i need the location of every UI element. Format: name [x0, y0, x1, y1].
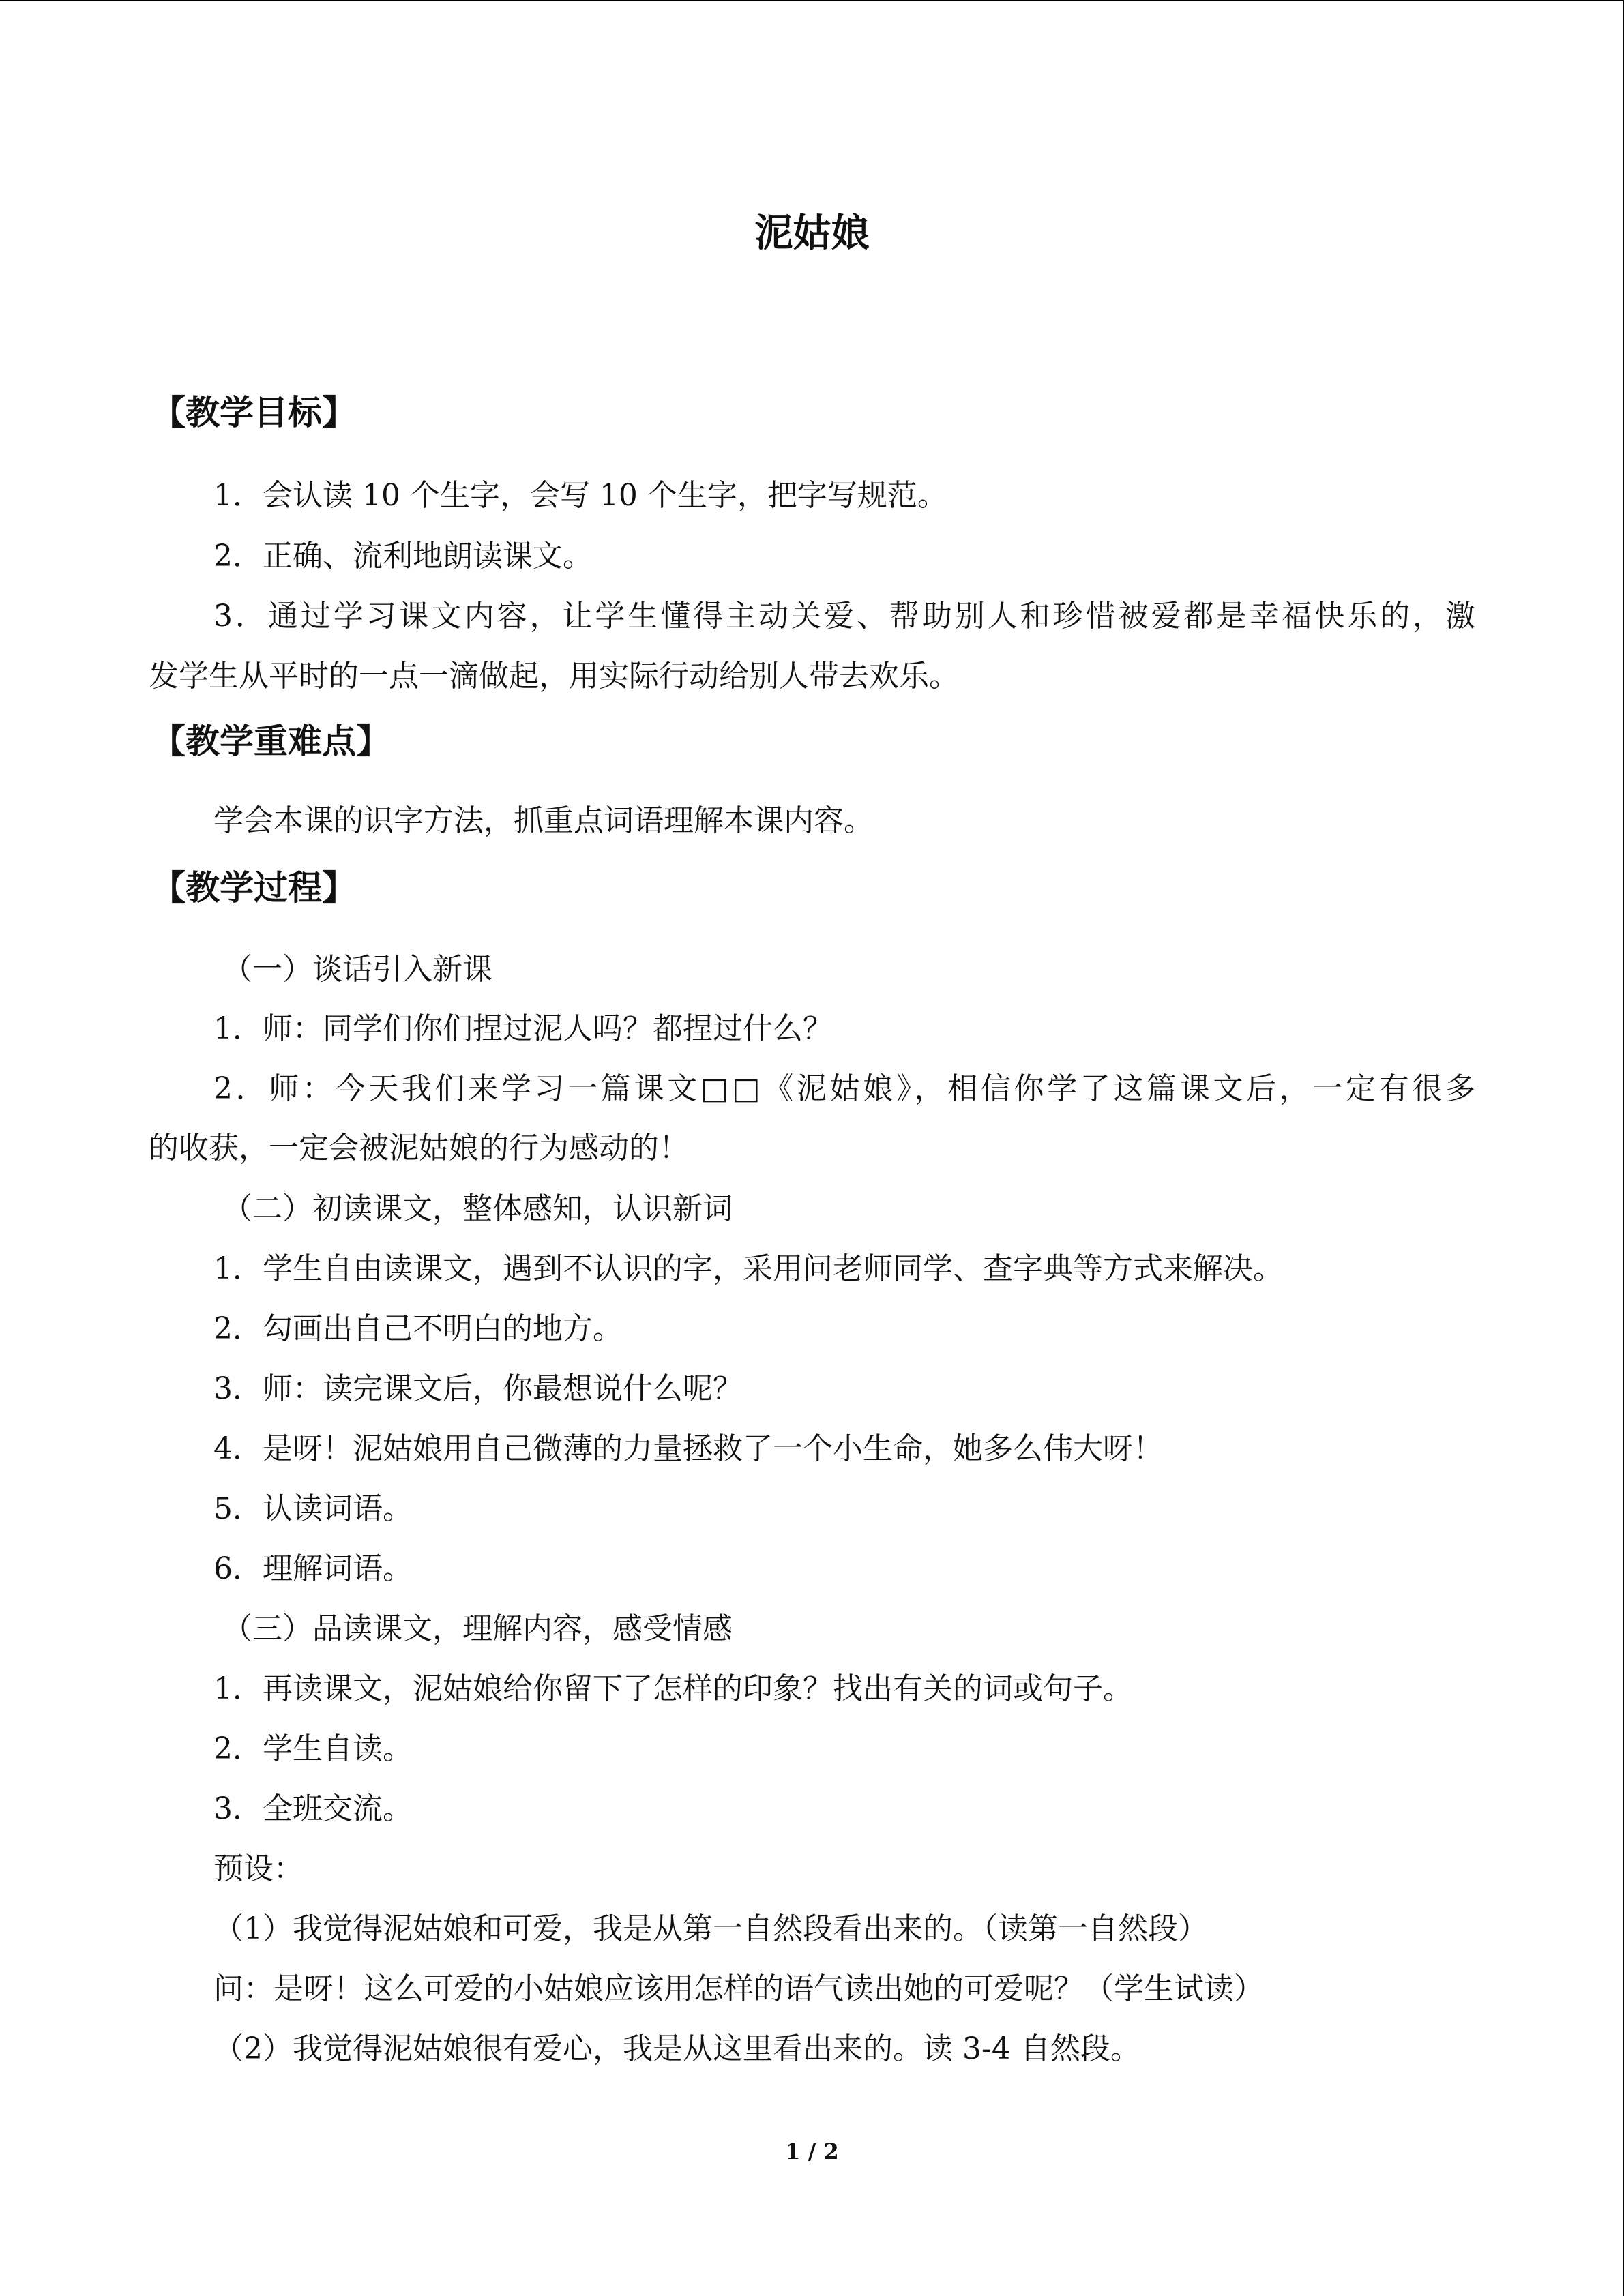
process-item: 2．师：今天我们来学习一篇课文□□《泥姑娘》，相信你学了这篇课文后，一定有很多	[213, 1071, 1475, 1106]
process-item: 5．认读词语。	[213, 1491, 413, 1526]
heading-keypoints: 【教学重难点】	[151, 721, 390, 761]
process-item: 6．理解词语。	[213, 1551, 413, 1586]
objective-item-3-cont: 发学生从平时的一点一滴做起，用实际行动给别人带去欢乐。	[149, 659, 959, 694]
process-step-1: （一）谈话引入新课	[222, 952, 492, 987]
objective-item-3: 3．通过学习课文内容，让学生懂得主动关爱、帮助别人和珍惜被爱都是幸福快乐的，激	[213, 599, 1475, 633]
process-item: 问：是呀！这么可爱的小姑娘应该用怎样的语气读出她的可爱呢？（学生试读）	[213, 1971, 1264, 2006]
process-item: 3．全班交流。	[213, 1791, 413, 1826]
process-item: 1．师：同学们你们捏过泥人吗？都捏过什么？	[213, 1011, 833, 1046]
objective-item-1: 1．会认读 10 个生字，会写 10 个生字，把字写规范。	[213, 478, 947, 513]
process-item: 1．学生自由读课文，遇到不认识的字，采用问老师同学、查字典等方式来解决。	[213, 1251, 1283, 1286]
process-item-cont: 的收获，一定会被泥姑娘的行为感动的！	[149, 1131, 689, 1165]
process-item: 3．师：读完课文后，你最想说什么呢？	[213, 1371, 743, 1406]
keypoint-item-1: 学会本课的识字方法，抓重点词语理解本课内容。	[213, 803, 874, 838]
process-step-2: （二）初读课文，整体感知，认识新词	[222, 1191, 733, 1226]
process-item: 2．勾画出自己不明白的地方。	[213, 1311, 623, 1346]
process-item-preset: 预设：	[213, 1851, 304, 1886]
objective-item-2: 2．正确、流利地朗读课文。	[213, 539, 593, 573]
process-item: （1）我觉得泥姑娘和可爱，我是从第一自然段看出来的。（读第一自然段）	[213, 1911, 1208, 1946]
process-item: （2）我觉得泥姑娘很有爱心，我是从这里看出来的。读 3-4 自然段。	[213, 2031, 1140, 2066]
document-title: 泥姑娘	[754, 211, 870, 256]
process-item: 1．再读课文，泥姑娘给你留下了怎样的印象？找出有关的词或句子。	[213, 1671, 1133, 1706]
heading-objectives: 【教学目标】	[151, 392, 356, 432]
heading-process: 【教学过程】	[151, 867, 356, 908]
process-step-3: （三）品读课文，理解内容，感受情感	[222, 1611, 733, 1646]
process-item: 2．学生自读。	[213, 1731, 413, 1766]
process-item: 4．是呀！泥姑娘用自己微薄的力量拯救了一个小生命，她多么伟大呀！	[213, 1431, 1163, 1466]
page-indicator: 1 / 2	[785, 2138, 839, 2164]
